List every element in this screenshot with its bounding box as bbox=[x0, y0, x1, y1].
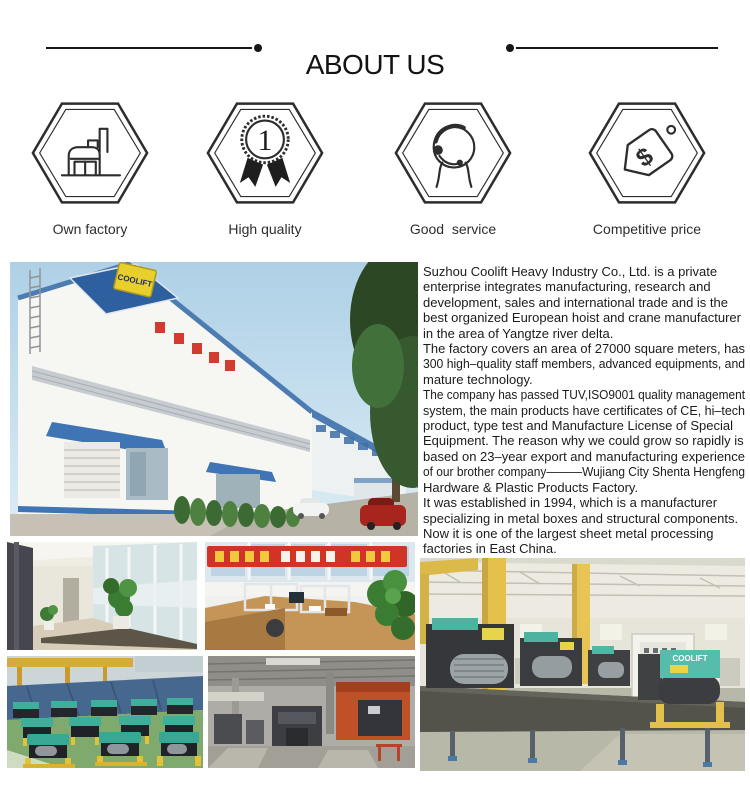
feature-competitive-price bbox=[557, 98, 737, 237]
feature-label-good-service: Good service bbox=[409, 221, 497, 237]
about-text-line: best organized European hoist and crane manufacturer bbox=[423, 310, 741, 326]
office-corridor-photo bbox=[7, 542, 197, 650]
about-text-line: based on 23–year export and manufacturing experience bbox=[423, 448, 745, 464]
header-rule-right bbox=[516, 47, 718, 49]
medal-icon bbox=[205, 98, 325, 208]
about-text-line: product, type test and Manufacture License of Special bbox=[423, 418, 734, 434]
about-text-line: enterprise integrates manufacturing, research and bbox=[423, 279, 711, 295]
feature-label-high-quality: High quality bbox=[228, 221, 302, 237]
about-text-line: in the area of Yangtze river delta. bbox=[423, 325, 614, 341]
feature-own-factory bbox=[0, 98, 180, 237]
office-banner bbox=[207, 546, 407, 567]
price-tag-icon bbox=[587, 98, 707, 208]
about-text-line: system, the main products have certificates of CE, hi–tech bbox=[423, 402, 745, 418]
feature-label-own-factory: Own factory bbox=[52, 221, 128, 237]
about-text-line: development, sales and international trade and is the bbox=[423, 294, 728, 310]
office-interior-photo bbox=[205, 542, 415, 650]
about-text-line: specializing in metal boxes and structural components. bbox=[423, 510, 739, 526]
hoist-products-photo bbox=[7, 656, 203, 768]
feature-good-service bbox=[363, 98, 543, 237]
about-text-line: The factory covers an area of 27000 square meters, has bbox=[423, 341, 745, 357]
feature-label-competitive-price: Competitive price bbox=[592, 221, 702, 237]
workshop-photo bbox=[208, 656, 415, 768]
headset-icon bbox=[393, 98, 513, 208]
header-rule-left bbox=[46, 47, 252, 49]
about-text-line: Hardware & Plastic Products Factory. bbox=[423, 479, 639, 495]
about-text-line: Now it is one of the largest sheet metal processing bbox=[423, 525, 714, 541]
dollar-sign: $ bbox=[631, 142, 659, 174]
feature-high-quality bbox=[175, 98, 355, 237]
about-text-line: It was established in 1994, which is a manufacturer bbox=[423, 495, 718, 511]
about-text-line: 300 high–quality staff members, advanced equipments, and bbox=[423, 356, 745, 372]
factory-exterior-photo bbox=[10, 262, 418, 536]
about-text-line: Equipment. The reason why we could grow so rapidly is bbox=[423, 433, 744, 449]
warehouse-photo bbox=[420, 558, 745, 771]
header-dot-right bbox=[506, 44, 514, 52]
factory-icon bbox=[30, 98, 150, 208]
medal-number: 1 bbox=[257, 124, 273, 158]
about-text bbox=[423, 264, 745, 557]
about-text-line: mature technology. bbox=[423, 371, 533, 387]
about-text-line: factories in East China. bbox=[423, 541, 557, 557]
about-text-line: Suzhou Coolift Heavy Industry Co., Ltd. is a private bbox=[423, 264, 718, 279]
header-dot-left bbox=[254, 44, 262, 52]
page-title: ABOUT US bbox=[305, 48, 445, 80]
factory-sign-text: COOLIFT bbox=[116, 272, 153, 290]
hoist-brand-text: COOLIFT bbox=[672, 654, 708, 663]
about-text-line: The company has passed TUV,ISO9001 quality management bbox=[423, 387, 745, 403]
about-text-line: of our brother company———Wujiang City Shenta Hengfeng bbox=[423, 464, 745, 480]
